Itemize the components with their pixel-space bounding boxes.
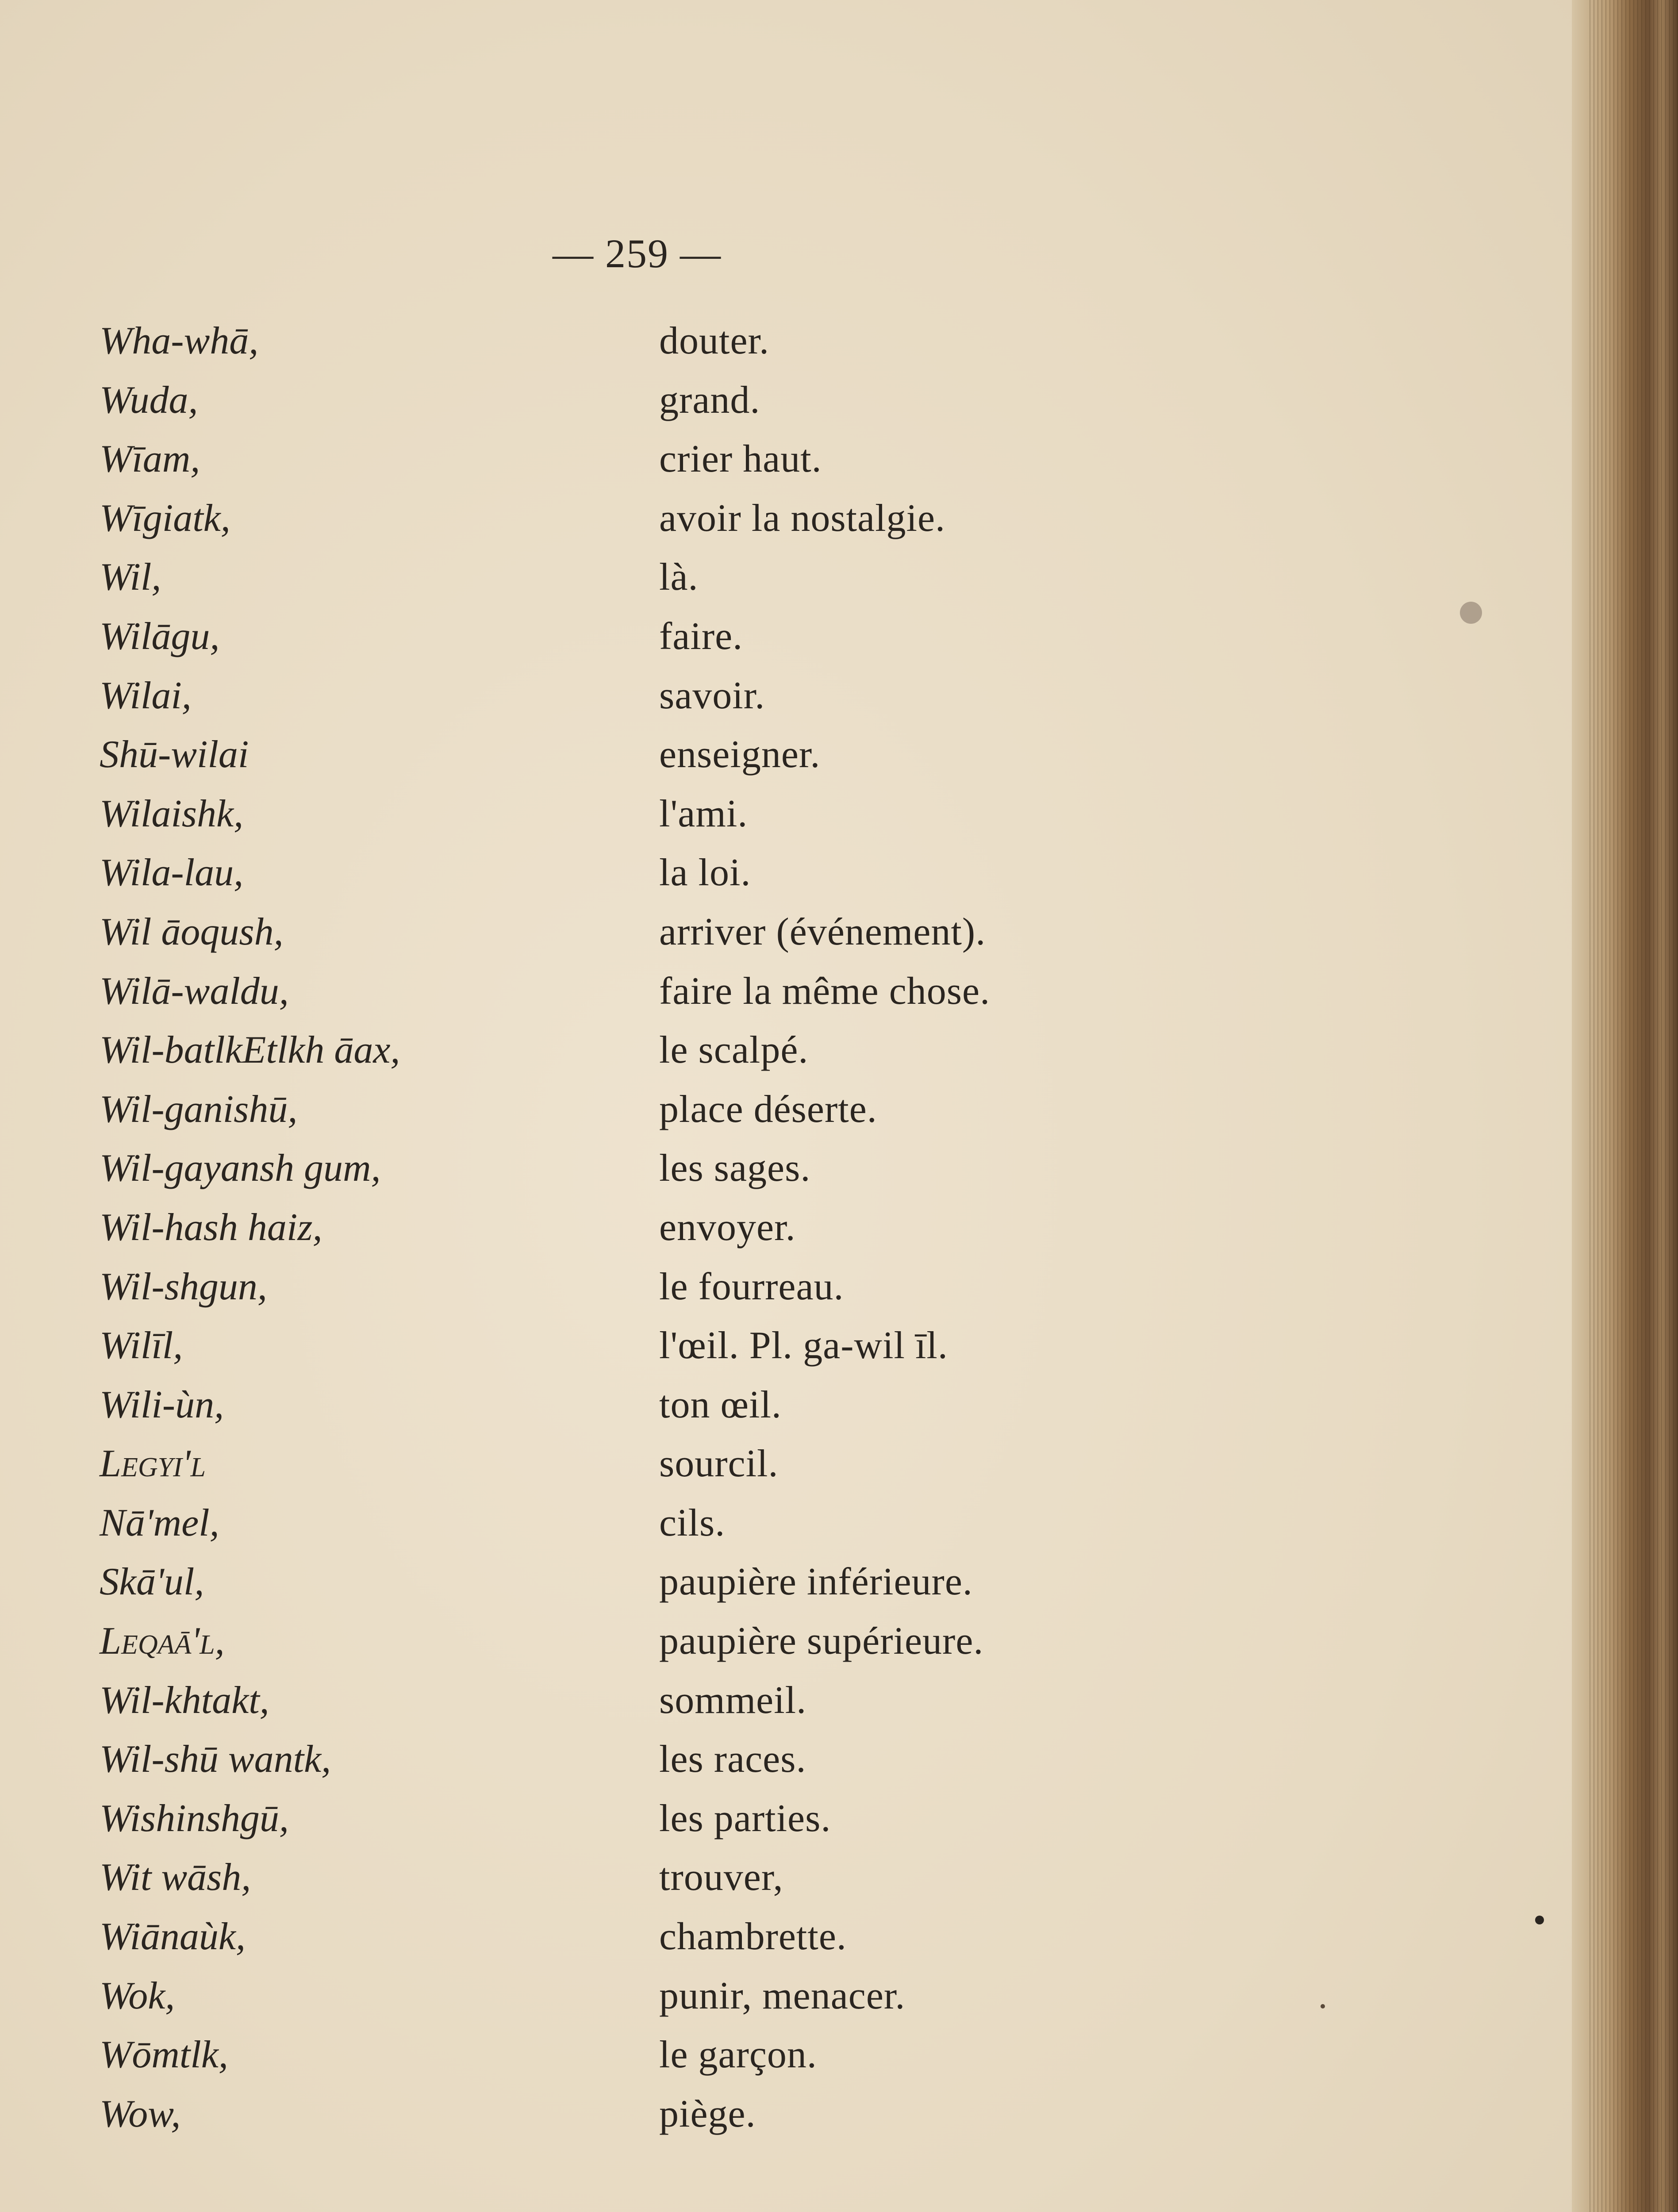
entry-gloss: douter. (659, 319, 769, 362)
dictionary-entry (0, 1264, 1548, 1324)
paper-speck (1535, 1916, 1544, 1924)
entry-term: Wili-ùn, (100, 1383, 224, 1426)
entry-gloss: arriver (événement). (659, 910, 986, 953)
dictionary-entry (0, 1974, 1548, 2033)
entry-term: Wil-ganishū, (100, 1087, 298, 1131)
entry-gloss: trouver, (659, 1856, 783, 1899)
entry-term: Legyi'l (100, 1442, 206, 1486)
entry-gloss: piège. (659, 2092, 756, 2135)
entry-term: Leqaā'l, (100, 1620, 225, 1663)
entry-gloss: punir, menacer. (659, 1974, 906, 2017)
dictionary-entry (0, 1323, 1548, 1382)
entry-gloss: paupière inférieure. (659, 1560, 973, 1604)
dictionary-entry (0, 910, 1548, 969)
dictionary-entry (0, 1146, 1548, 1205)
entry-term: Wōmtlk, (100, 2033, 228, 2077)
entry-term: Wilaishk, (100, 792, 244, 835)
entry-term: Wiānaùk, (100, 1915, 246, 1959)
dictionary-entry (0, 378, 1548, 437)
entry-term: Wit wāsh, (100, 1856, 251, 1899)
entry-gloss: faire. (659, 614, 743, 658)
entry-term: Wow, (100, 2092, 181, 2135)
entry-term: Wil-shū wantk, (100, 1738, 331, 1781)
dictionary-entry (0, 555, 1548, 614)
entry-term: Wilāgu, (100, 614, 220, 658)
dictionary-entry (0, 1087, 1548, 1146)
entry-gloss: les races. (659, 1738, 806, 1781)
entry-gloss: sommeil. (659, 1678, 807, 1722)
entry-term: Wilai, (100, 674, 192, 717)
entry-gloss: grand. (659, 378, 760, 422)
entry-term: Wil-khtakt, (100, 1678, 269, 1722)
entry-gloss: paupière supérieure. (659, 1620, 984, 1663)
entry-term: Wil-batlkEtlkh āax, (100, 1029, 400, 1072)
entry-gloss: là. (659, 556, 699, 599)
dictionary-entry (0, 2032, 1548, 2092)
entry-term: Nā'mel, (100, 1501, 219, 1544)
dictionary-entry (0, 1382, 1548, 1442)
dictionary-entries (0, 319, 1548, 2151)
dictionary-entry (0, 1501, 1548, 1560)
entry-term: Wilā-waldu, (100, 969, 289, 1013)
paper-speck (1321, 2004, 1325, 2008)
paper-speck (1460, 602, 1482, 624)
entry-gloss: faire la même chose. (659, 969, 991, 1013)
dictionary-entry (0, 319, 1548, 378)
dictionary-entry (0, 732, 1548, 791)
dictionary-entry (0, 1028, 1548, 1087)
entry-gloss: ton œil. (659, 1383, 782, 1426)
entry-term: Wuda, (100, 378, 198, 422)
dictionary-entry (0, 1914, 1548, 1974)
dictionary-entry (0, 1678, 1548, 1737)
entry-term: Wilīl, (100, 1324, 183, 1367)
entry-gloss: envoyer. (659, 1206, 796, 1249)
dictionary-entry (0, 791, 1548, 851)
entry-gloss: la loi. (659, 851, 751, 895)
dictionary-entry (0, 496, 1548, 555)
dictionary-entry (0, 969, 1548, 1028)
entry-gloss: savoir. (659, 674, 765, 717)
entry-term: Wok, (100, 1974, 175, 2017)
entry-term: Wil-shgun, (100, 1265, 267, 1308)
dictionary-entry (0, 2092, 1548, 2151)
entry-gloss: le garçon. (659, 2033, 817, 2077)
entry-gloss: avoir la nostalgie. (659, 496, 946, 540)
dictionary-entry (0, 1205, 1548, 1264)
entry-term: Wishinshgū, (100, 1797, 289, 1840)
entry-term: Wha-whā, (100, 319, 259, 362)
entry-gloss: l'ami. (659, 792, 748, 835)
dictionary-entry (0, 437, 1548, 496)
entry-gloss: l'œil. Pl. ga-wil īl. (659, 1324, 948, 1367)
entry-term: Wil-gayansh gum, (100, 1147, 381, 1190)
dictionary-entry (0, 1855, 1548, 1914)
page-number: — 259 — (553, 231, 722, 276)
entry-term: Wīam, (100, 438, 200, 481)
entry-gloss: sourcil. (659, 1442, 779, 1486)
dictionary-entry (0, 1737, 1548, 1796)
dictionary-entry (0, 850, 1548, 910)
entry-term: Wil, (100, 556, 161, 599)
entry-gloss: enseigner. (659, 733, 821, 776)
dictionary-entry (0, 1559, 1548, 1619)
entry-term: Skā'ul, (100, 1560, 204, 1604)
dictionary-entry (0, 1619, 1548, 1678)
dictionary-entry (0, 1796, 1548, 1855)
entry-gloss: les parties. (659, 1797, 831, 1840)
page-edge-lines (1590, 0, 1678, 2212)
entry-term: Wil āoqush, (100, 910, 284, 953)
dictionary-entry (0, 1441, 1548, 1501)
entry-term: Wila-lau, (100, 851, 244, 895)
entry-gloss: cils. (659, 1501, 726, 1544)
dictionary-entry (0, 614, 1548, 673)
entry-gloss: les sages. (659, 1147, 811, 1190)
entry-term: Shū-wilai (100, 733, 249, 776)
entry-gloss: le scalpé. (659, 1029, 809, 1072)
entry-gloss: place déserte. (659, 1087, 877, 1131)
dictionary-entry (0, 673, 1548, 733)
entry-term: Wil-hash haiz, (100, 1206, 323, 1249)
entry-gloss: crier haut. (659, 438, 822, 481)
entry-gloss: le fourreau. (659, 1265, 844, 1308)
entry-gloss: chambrette. (659, 1915, 847, 1959)
entry-term: Wīgiatk, (100, 496, 230, 540)
